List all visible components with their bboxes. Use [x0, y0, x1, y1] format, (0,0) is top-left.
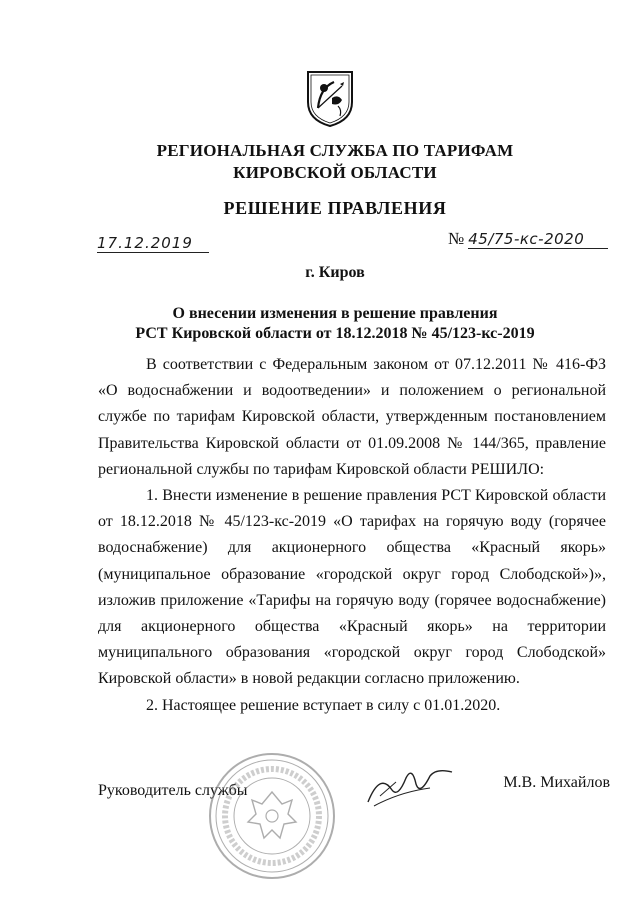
number-sign: № — [448, 229, 465, 248]
document-body — [98, 352, 606, 719]
decision-item-1: 1. Внести изменение в решение правления РСТ Кировской области от 18.12.2018 № 45/123-кс-2019 «О тарифах на горячую воду (горячее водоснабжение) для акционерного общества «Красный якорь» (муниципальное образование «городской округ город Слободской»)», изложив приложение «Тарифы на горячую воду (горячее водоснабжение) для акционерного общества «Красный якорь» на территории муниципального образования «городской округ город Слободской» Кировской области» в новой редакции согласно приложению. — [98, 487, 606, 688]
handwritten-number: 45/75-кс-2020 — [468, 230, 608, 249]
document-number — [448, 229, 608, 249]
document-type-title: РЕШЕНИЕ ПРАВЛЕНИЯ — [223, 198, 447, 218]
subject-line-2: РСТ Кировской области от 18.12.2018 № 45/123-кс-2019 — [135, 325, 535, 342]
official-round-stamp-icon — [208, 752, 336, 880]
subject-line-1: О внесении изменения в решение правления — [172, 305, 498, 322]
decision-item-2: 2. Настоящее решение вступает в силу с 01.01.2020. — [146, 696, 501, 714]
city: г. Киров — [305, 264, 365, 281]
org-line-1: РЕГИОНАЛЬНАЯ СЛУЖБА ПО ТАРИФАМ — [156, 141, 514, 160]
preamble-paragraph: В соответствии с Федеральным законом от 07.12.2011 № 416-ФЗ «О водоснабжении и водоотведении» и положением о региональной службе по тарифам Кировской области, утвержденным постановлением Правительства Кировской области от 01.09.2008 № 144/365, правление региональной службы по тарифам Кировской области РЕШИЛО: — [98, 356, 606, 478]
handwritten-signature-icon — [360, 762, 460, 812]
signature-block — [98, 774, 610, 814]
signer-position: Руководитель службы — [98, 782, 248, 799]
signer-name: М.В. Михайлов — [503, 774, 610, 791]
handwritten-date: 17.12.2019 — [97, 234, 209, 253]
document-subject — [90, 304, 580, 344]
kirov-coat-of-arms-icon — [304, 68, 356, 128]
organization-name — [100, 140, 570, 184]
org-line-2: КИРОВСКОЙ ОБЛАСТИ — [233, 163, 437, 182]
